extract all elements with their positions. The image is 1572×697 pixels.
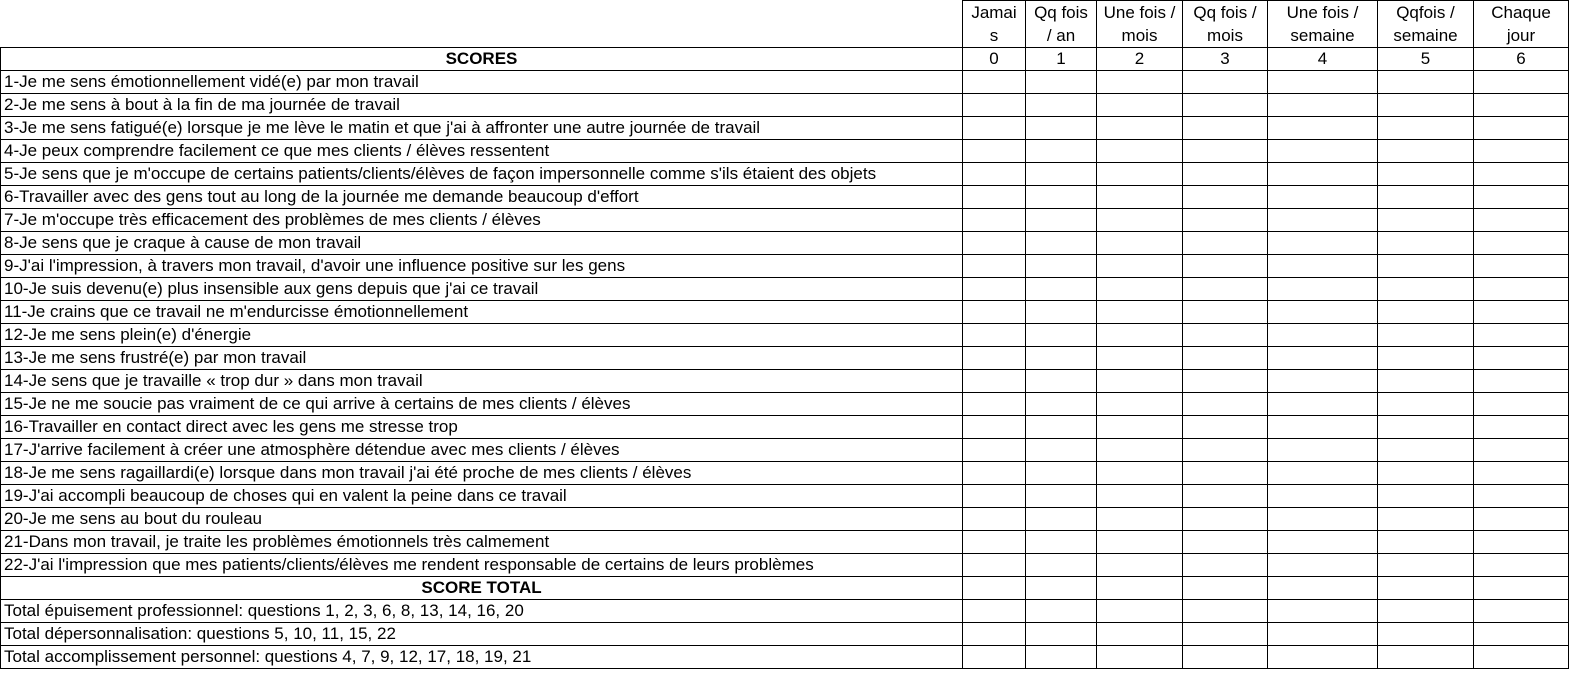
answer-cell[interactable] bbox=[1097, 577, 1183, 600]
question-row-label: 12-Je me sens plein(e) d'énergie bbox=[1, 324, 963, 347]
answer-cell[interactable] bbox=[1378, 623, 1474, 646]
answer-cell[interactable] bbox=[1097, 439, 1183, 462]
answer-cell[interactable] bbox=[963, 508, 1026, 531]
answer-cell[interactable] bbox=[1378, 462, 1474, 485]
answer-cell[interactable] bbox=[1474, 416, 1569, 439]
answer-cell[interactable] bbox=[1026, 117, 1097, 140]
answer-cell[interactable] bbox=[1378, 140, 1474, 163]
answer-cell[interactable] bbox=[1026, 485, 1097, 508]
answer-cell[interactable] bbox=[1183, 140, 1268, 163]
answer-cell[interactable] bbox=[963, 117, 1026, 140]
answer-cell[interactable] bbox=[1268, 646, 1378, 669]
score-value-4: 4 bbox=[1268, 48, 1378, 71]
answer-cell[interactable] bbox=[1097, 554, 1183, 577]
answer-cell[interactable] bbox=[1183, 554, 1268, 577]
answer-cell[interactable] bbox=[963, 623, 1026, 646]
answer-cell[interactable] bbox=[1026, 163, 1097, 186]
question-row bbox=[1, 117, 1569, 140]
answer-cell[interactable] bbox=[1183, 301, 1268, 324]
frequency-header-line: Jamai bbox=[971, 3, 1017, 22]
answer-cell[interactable] bbox=[1026, 71, 1097, 94]
answer-cell[interactable] bbox=[1474, 439, 1569, 462]
question-row bbox=[1, 209, 1569, 232]
answer-cell[interactable] bbox=[963, 140, 1026, 163]
answer-cell[interactable] bbox=[1268, 462, 1378, 485]
question-row-label: 21-Dans mon travail, je traite les problèmes émotionnels très calmement bbox=[1, 531, 963, 554]
answer-cell[interactable] bbox=[1268, 370, 1378, 393]
answer-cell[interactable] bbox=[1378, 577, 1474, 600]
frequency-header-line: semaine bbox=[1393, 26, 1458, 45]
question-row bbox=[1, 324, 1569, 347]
scores-row bbox=[1, 48, 1569, 71]
answer-cell[interactable] bbox=[1183, 71, 1268, 94]
question-row bbox=[1, 370, 1569, 393]
answer-cell[interactable] bbox=[1183, 623, 1268, 646]
answer-cell[interactable] bbox=[963, 439, 1026, 462]
question-row bbox=[1, 278, 1569, 301]
question-row bbox=[1, 71, 1569, 94]
frequency-header-line: Une fois / bbox=[1103, 3, 1176, 22]
question-row bbox=[1, 163, 1569, 186]
answer-cell[interactable] bbox=[1097, 71, 1183, 94]
score-value-1: 1 bbox=[1026, 48, 1097, 71]
answer-cell[interactable] bbox=[963, 554, 1026, 577]
frequency-header-0 bbox=[963, 1, 1026, 48]
answer-cell[interactable] bbox=[1097, 255, 1183, 278]
score-value-3: 3 bbox=[1183, 48, 1268, 71]
answer-cell[interactable] bbox=[1026, 301, 1097, 324]
question-row-label: 5-Je sens que je m'occupe de certains patients/clients/élèves de façon impersonnelle comme s'ils étaient des objets bbox=[1, 163, 963, 186]
answer-cell[interactable] bbox=[1474, 278, 1569, 301]
answer-cell[interactable] bbox=[1474, 117, 1569, 140]
answer-cell[interactable] bbox=[963, 186, 1026, 209]
answer-cell[interactable] bbox=[1097, 416, 1183, 439]
question-row-label: 1-Je me sens émotionnellement vidé(e) par mon travail bbox=[1, 71, 963, 94]
answer-cell[interactable] bbox=[1268, 600, 1378, 623]
answer-cell[interactable] bbox=[1474, 255, 1569, 278]
question-row bbox=[1, 232, 1569, 255]
answer-cell[interactable] bbox=[1474, 393, 1569, 416]
answer-cell[interactable] bbox=[1378, 71, 1474, 94]
answer-cell[interactable] bbox=[1026, 646, 1097, 669]
answer-cell[interactable] bbox=[1026, 531, 1097, 554]
question-row-label: 14-Je sens que je travaille « trop dur » dans mon travail bbox=[1, 370, 963, 393]
answer-cell[interactable] bbox=[1097, 209, 1183, 232]
answer-cell[interactable] bbox=[1097, 186, 1183, 209]
answer-cell[interactable] bbox=[1026, 140, 1097, 163]
answer-cell[interactable] bbox=[1097, 140, 1183, 163]
answer-cell[interactable] bbox=[963, 600, 1026, 623]
question-row-label: 13-Je me sens frustré(e) par mon travail bbox=[1, 347, 963, 370]
answer-cell[interactable] bbox=[1026, 255, 1097, 278]
question-row-label: 16-Travailler en contact direct avec les gens me stresse trop bbox=[1, 416, 963, 439]
answer-cell[interactable] bbox=[963, 531, 1026, 554]
answer-cell[interactable] bbox=[1026, 462, 1097, 485]
answer-cell[interactable] bbox=[1097, 462, 1183, 485]
answer-cell[interactable] bbox=[1474, 232, 1569, 255]
question-row-label: 11-Je crains que ce travail ne m'endurcisse émotionnellement bbox=[1, 301, 963, 324]
answer-cell[interactable] bbox=[1026, 577, 1097, 600]
answer-cell[interactable] bbox=[1474, 301, 1569, 324]
total-row bbox=[1, 646, 1569, 669]
answer-cell[interactable] bbox=[1268, 508, 1378, 531]
answer-cell[interactable] bbox=[963, 71, 1026, 94]
question-row bbox=[1, 301, 1569, 324]
answer-cell[interactable] bbox=[1183, 163, 1268, 186]
answer-cell[interactable] bbox=[1097, 301, 1183, 324]
answer-cell[interactable] bbox=[1378, 485, 1474, 508]
answer-cell[interactable] bbox=[963, 462, 1026, 485]
answer-cell[interactable] bbox=[1183, 209, 1268, 232]
answer-cell[interactable] bbox=[1097, 278, 1183, 301]
answer-cell[interactable] bbox=[1474, 623, 1569, 646]
answer-cell[interactable] bbox=[1026, 278, 1097, 301]
answer-cell[interactable] bbox=[1026, 232, 1097, 255]
answer-cell[interactable] bbox=[1183, 508, 1268, 531]
frequency-header-line: Qq fois bbox=[1034, 3, 1088, 22]
score-value-2: 2 bbox=[1097, 48, 1183, 71]
answer-cell[interactable] bbox=[1474, 485, 1569, 508]
answer-cell[interactable] bbox=[1026, 370, 1097, 393]
question-row bbox=[1, 347, 1569, 370]
frequency-header-3 bbox=[1183, 1, 1268, 48]
question-row bbox=[1, 140, 1569, 163]
answer-cell[interactable] bbox=[1026, 508, 1097, 531]
question-row-label: 17-J'arrive facilement à créer une atmosphère détendue avec mes clients / élèves bbox=[1, 439, 963, 462]
answer-cell[interactable] bbox=[1268, 531, 1378, 554]
total-row-label: Total épuisement professionnel: questions 1, 2, 3, 6, 8, 13, 14, 16, 20 bbox=[1, 600, 963, 623]
answer-cell[interactable] bbox=[1268, 439, 1378, 462]
answer-cell[interactable] bbox=[1026, 600, 1097, 623]
answer-cell[interactable] bbox=[1268, 554, 1378, 577]
answer-cell[interactable] bbox=[963, 347, 1026, 370]
answer-cell[interactable] bbox=[1378, 554, 1474, 577]
answer-cell[interactable] bbox=[1378, 186, 1474, 209]
answer-cell[interactable] bbox=[1268, 577, 1378, 600]
answer-cell[interactable] bbox=[1268, 117, 1378, 140]
answer-cell[interactable] bbox=[1378, 232, 1474, 255]
frequency-header-line: Qq fois / bbox=[1193, 3, 1257, 22]
answer-cell[interactable] bbox=[1378, 255, 1474, 278]
answer-cell[interactable] bbox=[1378, 370, 1474, 393]
answer-cell[interactable] bbox=[963, 485, 1026, 508]
frequency-header-line: semaine bbox=[1290, 26, 1355, 45]
total-row bbox=[1, 623, 1569, 646]
answer-cell[interactable] bbox=[1268, 232, 1378, 255]
answer-cell[interactable] bbox=[1097, 324, 1183, 347]
answer-cell[interactable] bbox=[1268, 94, 1378, 117]
score-value-6: 6 bbox=[1474, 48, 1569, 71]
frequency-header-line: Chaque bbox=[1491, 3, 1551, 22]
answer-cell[interactable] bbox=[1268, 163, 1378, 186]
answer-cell[interactable] bbox=[1268, 485, 1378, 508]
answer-cell[interactable] bbox=[963, 301, 1026, 324]
answer-cell[interactable] bbox=[1097, 600, 1183, 623]
answer-cell[interactable] bbox=[963, 370, 1026, 393]
question-row-label: 20-Je me sens au bout du rouleau bbox=[1, 508, 963, 531]
answer-cell[interactable] bbox=[1474, 209, 1569, 232]
answer-cell[interactable] bbox=[963, 255, 1026, 278]
answer-cell[interactable] bbox=[963, 278, 1026, 301]
answer-cell[interactable] bbox=[1183, 600, 1268, 623]
question-row-label: 3-Je me sens fatigué(e) lorsque je me lève le matin et que j'ai à affronter une autre journée de travail bbox=[1, 117, 963, 140]
question-row bbox=[1, 416, 1569, 439]
answer-cell[interactable] bbox=[963, 324, 1026, 347]
answer-cell[interactable] bbox=[1183, 462, 1268, 485]
answer-cell[interactable] bbox=[1183, 232, 1268, 255]
frequency-header-line: Qqfois / bbox=[1396, 3, 1455, 22]
scores-heading: SCORES bbox=[1, 48, 963, 71]
answer-cell[interactable] bbox=[1474, 508, 1569, 531]
total-row-label: Total dépersonnalisation: questions 5, 10, 11, 15, 22 bbox=[1, 623, 963, 646]
question-row-label: 7-Je m'occupe très efficacement des problèmes de mes clients / élèves bbox=[1, 209, 963, 232]
answer-cell[interactable] bbox=[1097, 531, 1183, 554]
answer-cell[interactable] bbox=[1183, 324, 1268, 347]
answer-cell[interactable] bbox=[1026, 347, 1097, 370]
answer-cell[interactable] bbox=[1268, 393, 1378, 416]
answer-cell[interactable] bbox=[1026, 393, 1097, 416]
answer-cell[interactable] bbox=[1183, 393, 1268, 416]
answer-cell[interactable] bbox=[963, 646, 1026, 669]
answer-cell[interactable] bbox=[1183, 646, 1268, 669]
answer-cell[interactable] bbox=[1268, 209, 1378, 232]
question-row-label: 9-J'ai l'impression, à travers mon travail, d'avoir une influence positive sur les gens bbox=[1, 255, 963, 278]
answer-cell[interactable] bbox=[963, 163, 1026, 186]
answer-cell[interactable] bbox=[1097, 646, 1183, 669]
answer-cell[interactable] bbox=[1474, 600, 1569, 623]
answer-cell[interactable] bbox=[1378, 347, 1474, 370]
frequency-header-1 bbox=[1026, 1, 1097, 48]
question-row-label: 10-Je suis devenu(e) plus insensible aux gens depuis que j'ai ce travail bbox=[1, 278, 963, 301]
answer-cell[interactable] bbox=[1474, 71, 1569, 94]
answer-cell[interactable] bbox=[1268, 140, 1378, 163]
answer-cell[interactable] bbox=[1183, 439, 1268, 462]
frequency-header-5 bbox=[1378, 1, 1474, 48]
question-row bbox=[1, 554, 1569, 577]
answer-cell[interactable] bbox=[1026, 416, 1097, 439]
answer-cell[interactable] bbox=[1183, 531, 1268, 554]
answer-cell[interactable] bbox=[1378, 209, 1474, 232]
question-row-label: 2-Je me sens à bout à la fin de ma journée de travail bbox=[1, 94, 963, 117]
answer-cell[interactable] bbox=[1378, 646, 1474, 669]
answer-cell[interactable] bbox=[1378, 393, 1474, 416]
total-row-label: Total accomplissement personnel: questions 4, 7, 9, 12, 17, 18, 19, 21 bbox=[1, 646, 963, 669]
answer-cell[interactable] bbox=[1268, 255, 1378, 278]
answer-cell[interactable] bbox=[1183, 370, 1268, 393]
question-row bbox=[1, 393, 1569, 416]
score-total-row bbox=[1, 577, 1569, 600]
answer-cell[interactable] bbox=[963, 416, 1026, 439]
answer-cell[interactable] bbox=[1183, 186, 1268, 209]
question-row-label: 6-Travailler avec des gens tout au long de la journée me demande beaucoup d'effort bbox=[1, 186, 963, 209]
frequency-header-line: / an bbox=[1046, 26, 1076, 45]
answer-cell[interactable] bbox=[963, 232, 1026, 255]
answer-cell[interactable] bbox=[1378, 416, 1474, 439]
answer-cell[interactable] bbox=[1183, 278, 1268, 301]
answer-cell[interactable] bbox=[963, 577, 1026, 600]
answer-cell[interactable] bbox=[1097, 117, 1183, 140]
answer-cell[interactable] bbox=[1183, 485, 1268, 508]
answer-cell[interactable] bbox=[1378, 278, 1474, 301]
frequency-header-4 bbox=[1268, 1, 1378, 48]
answer-cell[interactable] bbox=[1474, 324, 1569, 347]
frequency-header-line: Une fois / bbox=[1286, 3, 1359, 22]
answer-cell[interactable] bbox=[1474, 531, 1569, 554]
question-row-label: 22-J'ai l'impression que mes patients/clients/élèves me rendent responsable de certains de leurs problèmes bbox=[1, 554, 963, 577]
frequency-header-line: mois bbox=[1121, 26, 1158, 45]
answer-cell[interactable] bbox=[1097, 623, 1183, 646]
answer-cell[interactable] bbox=[1097, 232, 1183, 255]
answer-cell[interactable] bbox=[1474, 140, 1569, 163]
frequency-header-line: mois bbox=[1207, 26, 1243, 45]
answer-cell[interactable] bbox=[1474, 577, 1569, 600]
answer-cell[interactable] bbox=[1474, 370, 1569, 393]
answer-cell[interactable] bbox=[1268, 186, 1378, 209]
question-row bbox=[1, 531, 1569, 554]
question-row bbox=[1, 485, 1569, 508]
answer-cell[interactable] bbox=[1378, 117, 1474, 140]
question-row-label: 15-Je ne me soucie pas vraiment de ce qui arrive à certains de mes clients / élèves bbox=[1, 393, 963, 416]
answer-cell[interactable] bbox=[1268, 324, 1378, 347]
score-value-0: 0 bbox=[963, 48, 1026, 71]
answer-cell[interactable] bbox=[1268, 416, 1378, 439]
answer-cell[interactable] bbox=[1097, 485, 1183, 508]
answer-cell[interactable] bbox=[1378, 439, 1474, 462]
header-blank-cell bbox=[1, 1, 963, 48]
question-row bbox=[1, 462, 1569, 485]
header-row bbox=[1, 1, 1569, 48]
answer-cell[interactable] bbox=[1026, 623, 1097, 646]
answer-cell[interactable] bbox=[1183, 347, 1268, 370]
answer-cell[interactable] bbox=[1026, 439, 1097, 462]
question-row bbox=[1, 94, 1569, 117]
answer-cell[interactable] bbox=[1474, 554, 1569, 577]
answer-cell[interactable] bbox=[1378, 301, 1474, 324]
question-row-label: 4-Je peux comprendre facilement ce que mes clients / élèves ressentent bbox=[1, 140, 963, 163]
question-row-label: 18-Je me sens ragaillardi(e) lorsque dans mon travail j'ai été proche de mes clients / élèves bbox=[1, 462, 963, 485]
answer-cell[interactable] bbox=[1474, 186, 1569, 209]
frequency-header-6 bbox=[1474, 1, 1569, 48]
answer-cell[interactable] bbox=[1183, 577, 1268, 600]
answer-cell[interactable] bbox=[1474, 163, 1569, 186]
answer-cell[interactable] bbox=[1474, 94, 1569, 117]
answer-cell[interactable] bbox=[1378, 163, 1474, 186]
answer-cell[interactable] bbox=[1026, 324, 1097, 347]
frequency-header-2 bbox=[1097, 1, 1183, 48]
answer-cell[interactable] bbox=[963, 94, 1026, 117]
answer-cell[interactable] bbox=[1378, 324, 1474, 347]
question-row bbox=[1, 508, 1569, 531]
question-row-label: 8-Je sens que je craque à cause de mon travail bbox=[1, 232, 963, 255]
answer-cell[interactable] bbox=[1268, 301, 1378, 324]
answer-cell[interactable] bbox=[1268, 347, 1378, 370]
answer-cell[interactable] bbox=[1474, 347, 1569, 370]
answer-cell[interactable] bbox=[1183, 255, 1268, 278]
answer-cell[interactable] bbox=[1097, 508, 1183, 531]
answer-cell[interactable] bbox=[1026, 186, 1097, 209]
score-value-5: 5 bbox=[1378, 48, 1474, 71]
question-row bbox=[1, 186, 1569, 209]
answer-cell[interactable] bbox=[1268, 278, 1378, 301]
question-row bbox=[1, 439, 1569, 462]
answer-cell[interactable] bbox=[1097, 393, 1183, 416]
answer-cell[interactable] bbox=[1026, 554, 1097, 577]
answer-cell[interactable] bbox=[963, 393, 1026, 416]
answer-cell[interactable] bbox=[1474, 646, 1569, 669]
answer-cell[interactable] bbox=[1026, 209, 1097, 232]
answer-cell[interactable] bbox=[1474, 462, 1569, 485]
answer-cell[interactable] bbox=[1183, 117, 1268, 140]
answer-cell[interactable] bbox=[1378, 600, 1474, 623]
answer-cell[interactable] bbox=[963, 209, 1026, 232]
answer-cell[interactable] bbox=[1378, 508, 1474, 531]
answer-cell[interactable] bbox=[1378, 531, 1474, 554]
total-row bbox=[1, 600, 1569, 623]
answer-cell[interactable] bbox=[1097, 370, 1183, 393]
question-row bbox=[1, 255, 1569, 278]
answer-cell[interactable] bbox=[1026, 94, 1097, 117]
answer-cell[interactable] bbox=[1183, 94, 1268, 117]
score-total-row-label: SCORE TOTAL bbox=[1, 577, 963, 600]
answer-cell[interactable] bbox=[1268, 71, 1378, 94]
answer-cell[interactable] bbox=[1097, 94, 1183, 117]
answer-cell[interactable] bbox=[1268, 623, 1378, 646]
answer-cell[interactable] bbox=[1097, 347, 1183, 370]
answer-cell[interactable] bbox=[1378, 94, 1474, 117]
answer-cell[interactable] bbox=[1183, 416, 1268, 439]
question-row-label: 19-J'ai accompli beaucoup de choses qui en valent la peine dans ce travail bbox=[1, 485, 963, 508]
answer-cell[interactable] bbox=[1097, 163, 1183, 186]
frequency-header-line: s bbox=[989, 26, 999, 45]
frequency-header-line: jour bbox=[1506, 26, 1536, 45]
